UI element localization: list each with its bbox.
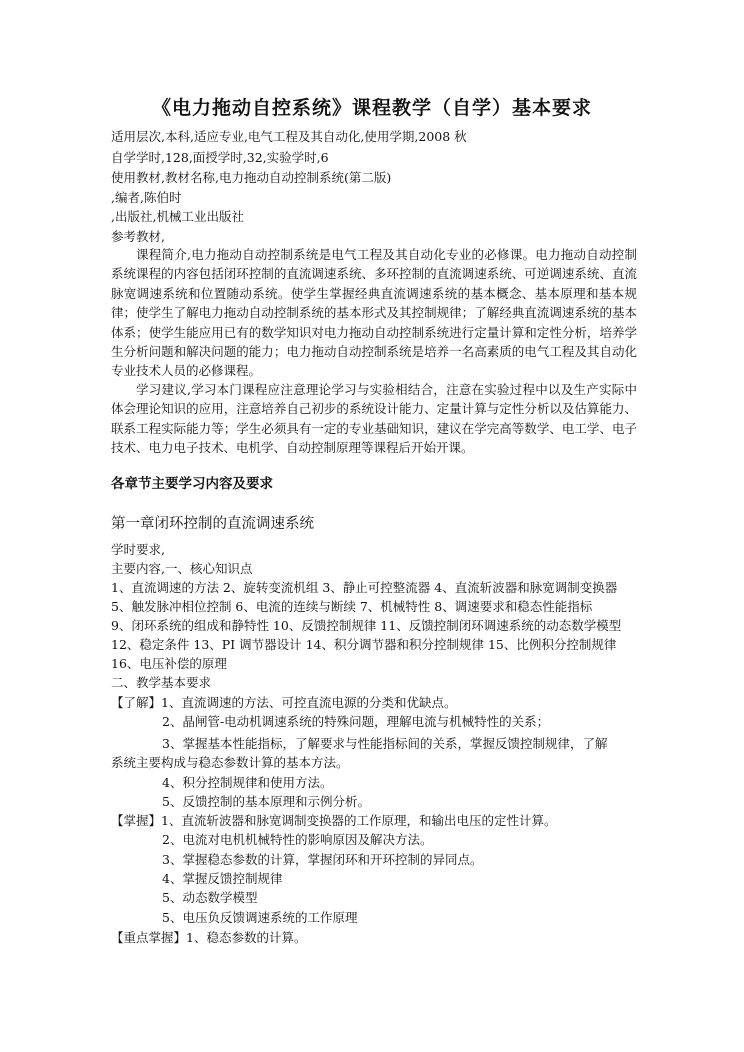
requirement-line: 2、晶闸管-电动机调速系统的特殊问题，理解电流与机械特性的关系； <box>162 714 550 729</box>
document-title: 《电力拖动自控系统》课程教学（自学）基本要求 <box>151 97 592 119</box>
requirement-line: 5、反馈控制的基本原理和示例分析。 <box>162 794 370 809</box>
intro-paragraph: 课程简介,电力拖动自动控制系统是电气工程及其自动化专业的必修课。电力拖动自动控制系统课程的内容包括闭环控制的直流调速系统、多环控制的直流调速系统、可逆调速系统、直流脉宽调速系统和位置随动系统。使学生掌握经典直流调速系统的基本概念、基本原理和基本规律；使学生了解电力拖动自动控制系统的基本形式及其控制规律；了解经典直流调速系统的基本体系；使学生能应用已有的数学知识对电力拖动自动控制系统进行定量计算和定性分析，培养学生分析问题和解决问题的能力；电力拖动自动控制系统是培养一名高素质的电气工程及其自动化专业技术人员的必修课程。 <box>111 247 637 379</box>
chapter-line: 主要内容,一、核心知识点 <box>111 561 253 576</box>
requirement-line: 【重点掌握】1、稳态参数的计算。 <box>111 930 307 945</box>
requirement-line: 3、掌握稳态参数的计算，掌握闭环和开环控制的异同点。 <box>162 852 483 867</box>
knowledge-line: 12、稳定条件 13、PI 调节器设计 14、积分调节器和积分控制规律 15、比例积分控制规律 <box>111 637 617 652</box>
knowledge-line: 16、电压补偿的原理 <box>111 656 227 671</box>
requirement-line: 3、掌握基本性能指标，了解要求与性能指标间的关系，掌握反馈控制规律，了解 <box>162 736 608 751</box>
chapter-line: 学时要求, <box>111 542 165 557</box>
meta-line: ,出版社,机械工业出版社 <box>111 209 244 224</box>
requirement-line: 4、掌握反馈控制规律 <box>162 871 283 886</box>
section-heading: 各章节主要学习内容及要求 <box>111 476 273 492</box>
requirement-line: 【了解】1、直流调速的方法、可控直流电源的分类和优缺点。 <box>111 695 457 710</box>
knowledge-line: 5、触发脉冲相位控制 6、电流的连续与断续 7、机械特性 8、调速要求和稳态性能指标 <box>111 599 593 614</box>
chapter-title: 第一章闭环控制的直流调速系统 <box>111 516 314 532</box>
meta-line: 适用层次,本科,适应专业,电气工程及其自动化,使用学期,2008 秋 <box>111 129 467 144</box>
meta-line: ,编者,陈伯时 <box>111 190 182 205</box>
chapter-line: 二、教学基本要求 <box>111 675 212 690</box>
requirement-line: 【掌握】1、直流斩波器和脉宽调制变换器的工作原理，和输出电压的定性计算。 <box>111 813 557 828</box>
requirement-line: 5、电压负反馈调速系统的工作原理 <box>162 910 358 925</box>
requirement-line: 4、积分控制规律和使用方法。 <box>162 775 333 790</box>
meta-line: 自学学时,128,面授学时,32,实验学时,6 <box>111 150 329 165</box>
requirement-line: 系统主要构成与稳态参数计算的基本方法。 <box>111 755 349 770</box>
advice-paragraph: 学习建议,学习本门课程应注意理论学习与实验相结合，注意在实验过程中以及生产实际中体会理论知识的应用，注意培养自己初步的系统设计能力、定量计算与定性分析以及估算能力、联系工程实际能力等；学生必须具有一定的专业基础知识，建议在学完高等数学、电工学、电子技术、电力电子技术、电机学、自动控制原理等课程后开始开课。 <box>111 382 637 456</box>
meta-line: 使用教材,教材名称,电力拖动自动控制系统(第二版) <box>111 170 392 185</box>
requirement-line: 5、动态数学模型 <box>162 890 258 905</box>
meta-line: 参考教材, <box>111 229 165 244</box>
requirement-line: 2、电流对电机机械特性的影响原因及解决方法。 <box>162 832 433 847</box>
knowledge-line: 1、直流调速的方法 2、旋转变流机组 3、静止可控整流器 4、直流斩波器和脉宽调制变换器 <box>111 580 618 595</box>
knowledge-line: 9、闭环系统的组成和静特性 10、反馈控制规律 11、反馈控制闭环调速系统的动态数学模型 <box>111 618 622 633</box>
